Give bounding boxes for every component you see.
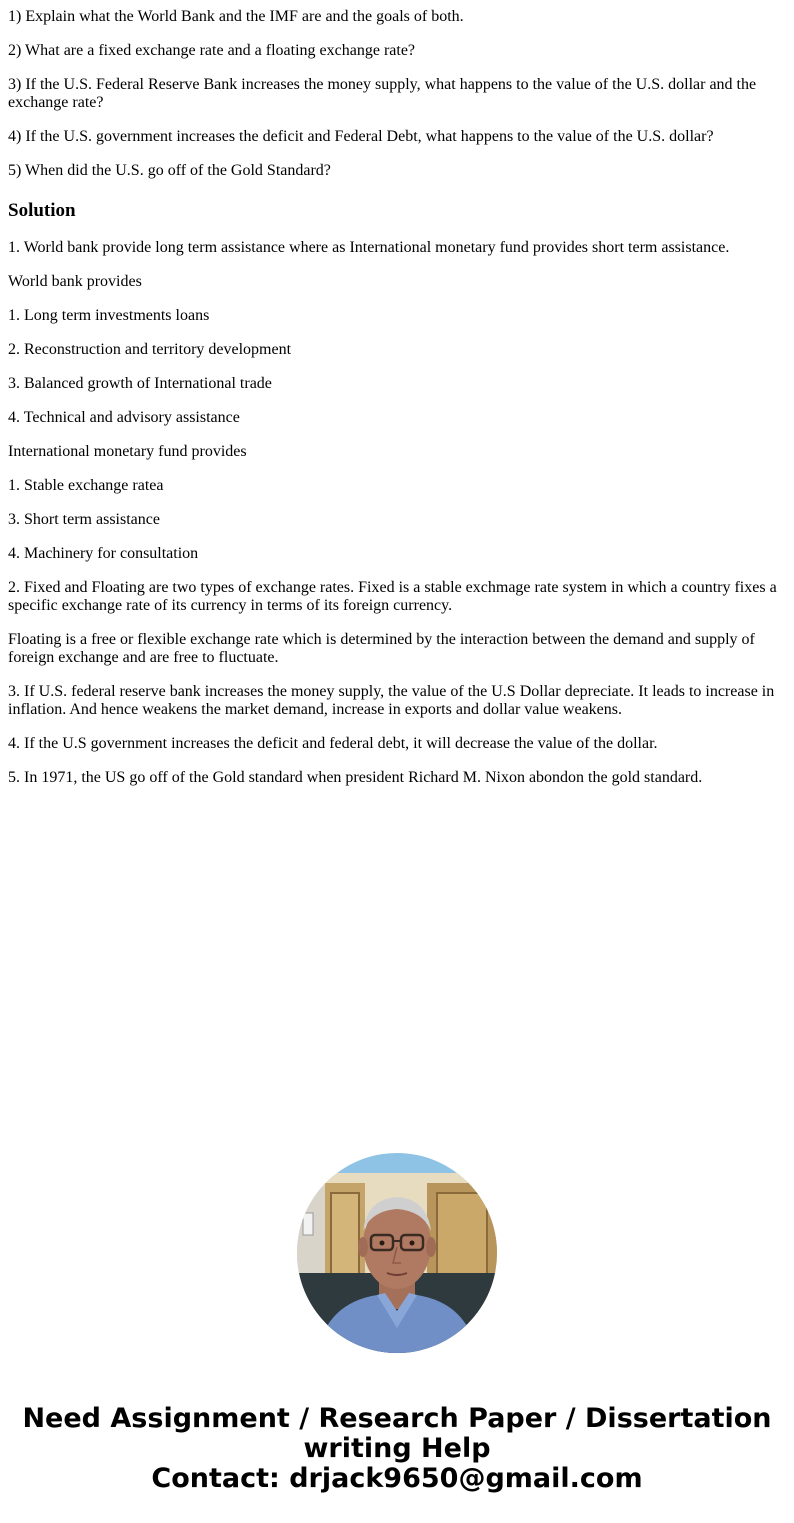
answer-4: 4. If the U.S government increases the deficit and federal debt, it will decrease the value of the dollar.	[8, 735, 658, 752]
answer-3: 3. If U.S. federal reserve bank increases the money supply, the value of the U.S Dollar depreciate. It leads to increase in inflation. And hence weakens the market demand, increase in exports and dollar value weakens.	[8, 683, 775, 718]
answer-2-floating: Floating is a free or flexible exchange rate which is determined by the interaction between the demand and supply of foreign exchange and are free to fluctuate.	[8, 631, 755, 666]
promo-footer	[0, 1404, 794, 1494]
answer-5: 5. In 1971, the US go off of the Gold standard when president Richard M. Nixon abondon the gold standard.	[8, 769, 703, 786]
promo-line-2: writing Help	[303, 1433, 491, 1464]
imf-item: 4. Machinery for consultation	[8, 545, 199, 562]
answer-2: 2. Fixed and Floating are two types of exchange rates. Fixed is a stable exchmage rate system in which a country fixes a specific exchange rate of its currency in terms of its foreign currency.	[8, 579, 777, 614]
question-1: 1) Explain what the World Bank and the IMF are and the goals of both.	[8, 8, 464, 25]
imf-intro: International monetary fund provides	[8, 443, 247, 460]
imf-item: 3. Short term assistance	[8, 511, 160, 528]
world-bank-item: 3. Balanced growth of International trade	[8, 375, 272, 392]
solution-heading: Solution	[8, 200, 76, 221]
question-4: 4) If the U.S. government increases the deficit and Federal Debt, what happens to the value of the U.S. dollar?	[8, 128, 714, 145]
question-5: 5) When did the U.S. go off of the Gold Standard?	[8, 162, 331, 179]
question-3: 3) If the U.S. Federal Reserve Bank increases the money supply, what happens to the value of the U.S. dollar and the exchange rate?	[8, 76, 757, 111]
world-bank-item: 2. Reconstruction and territory development	[8, 341, 292, 358]
document-body	[8, 8, 786, 803]
promo-line-1: Need Assignment / Research Paper / Dissertation	[22, 1403, 772, 1434]
imf-item: 1. Stable exchange ratea	[8, 477, 164, 494]
contact-line: Contact: drjack9650@gmail.com	[151, 1463, 643, 1494]
answer-1: 1. World bank provide long term assistance where as International monetary fund provides short term assistance.	[8, 239, 730, 256]
question-2: 2) What are a fixed exchange rate and a floating exchange rate?	[8, 42, 416, 59]
world-bank-item: 4. Technical and advisory assistance	[8, 409, 240, 426]
world-bank-intro: World bank provides	[8, 273, 142, 290]
author-avatar	[297, 1153, 497, 1353]
author-portrait-image	[297, 1153, 497, 1353]
world-bank-item: 1. Long term investments loans	[8, 307, 210, 324]
